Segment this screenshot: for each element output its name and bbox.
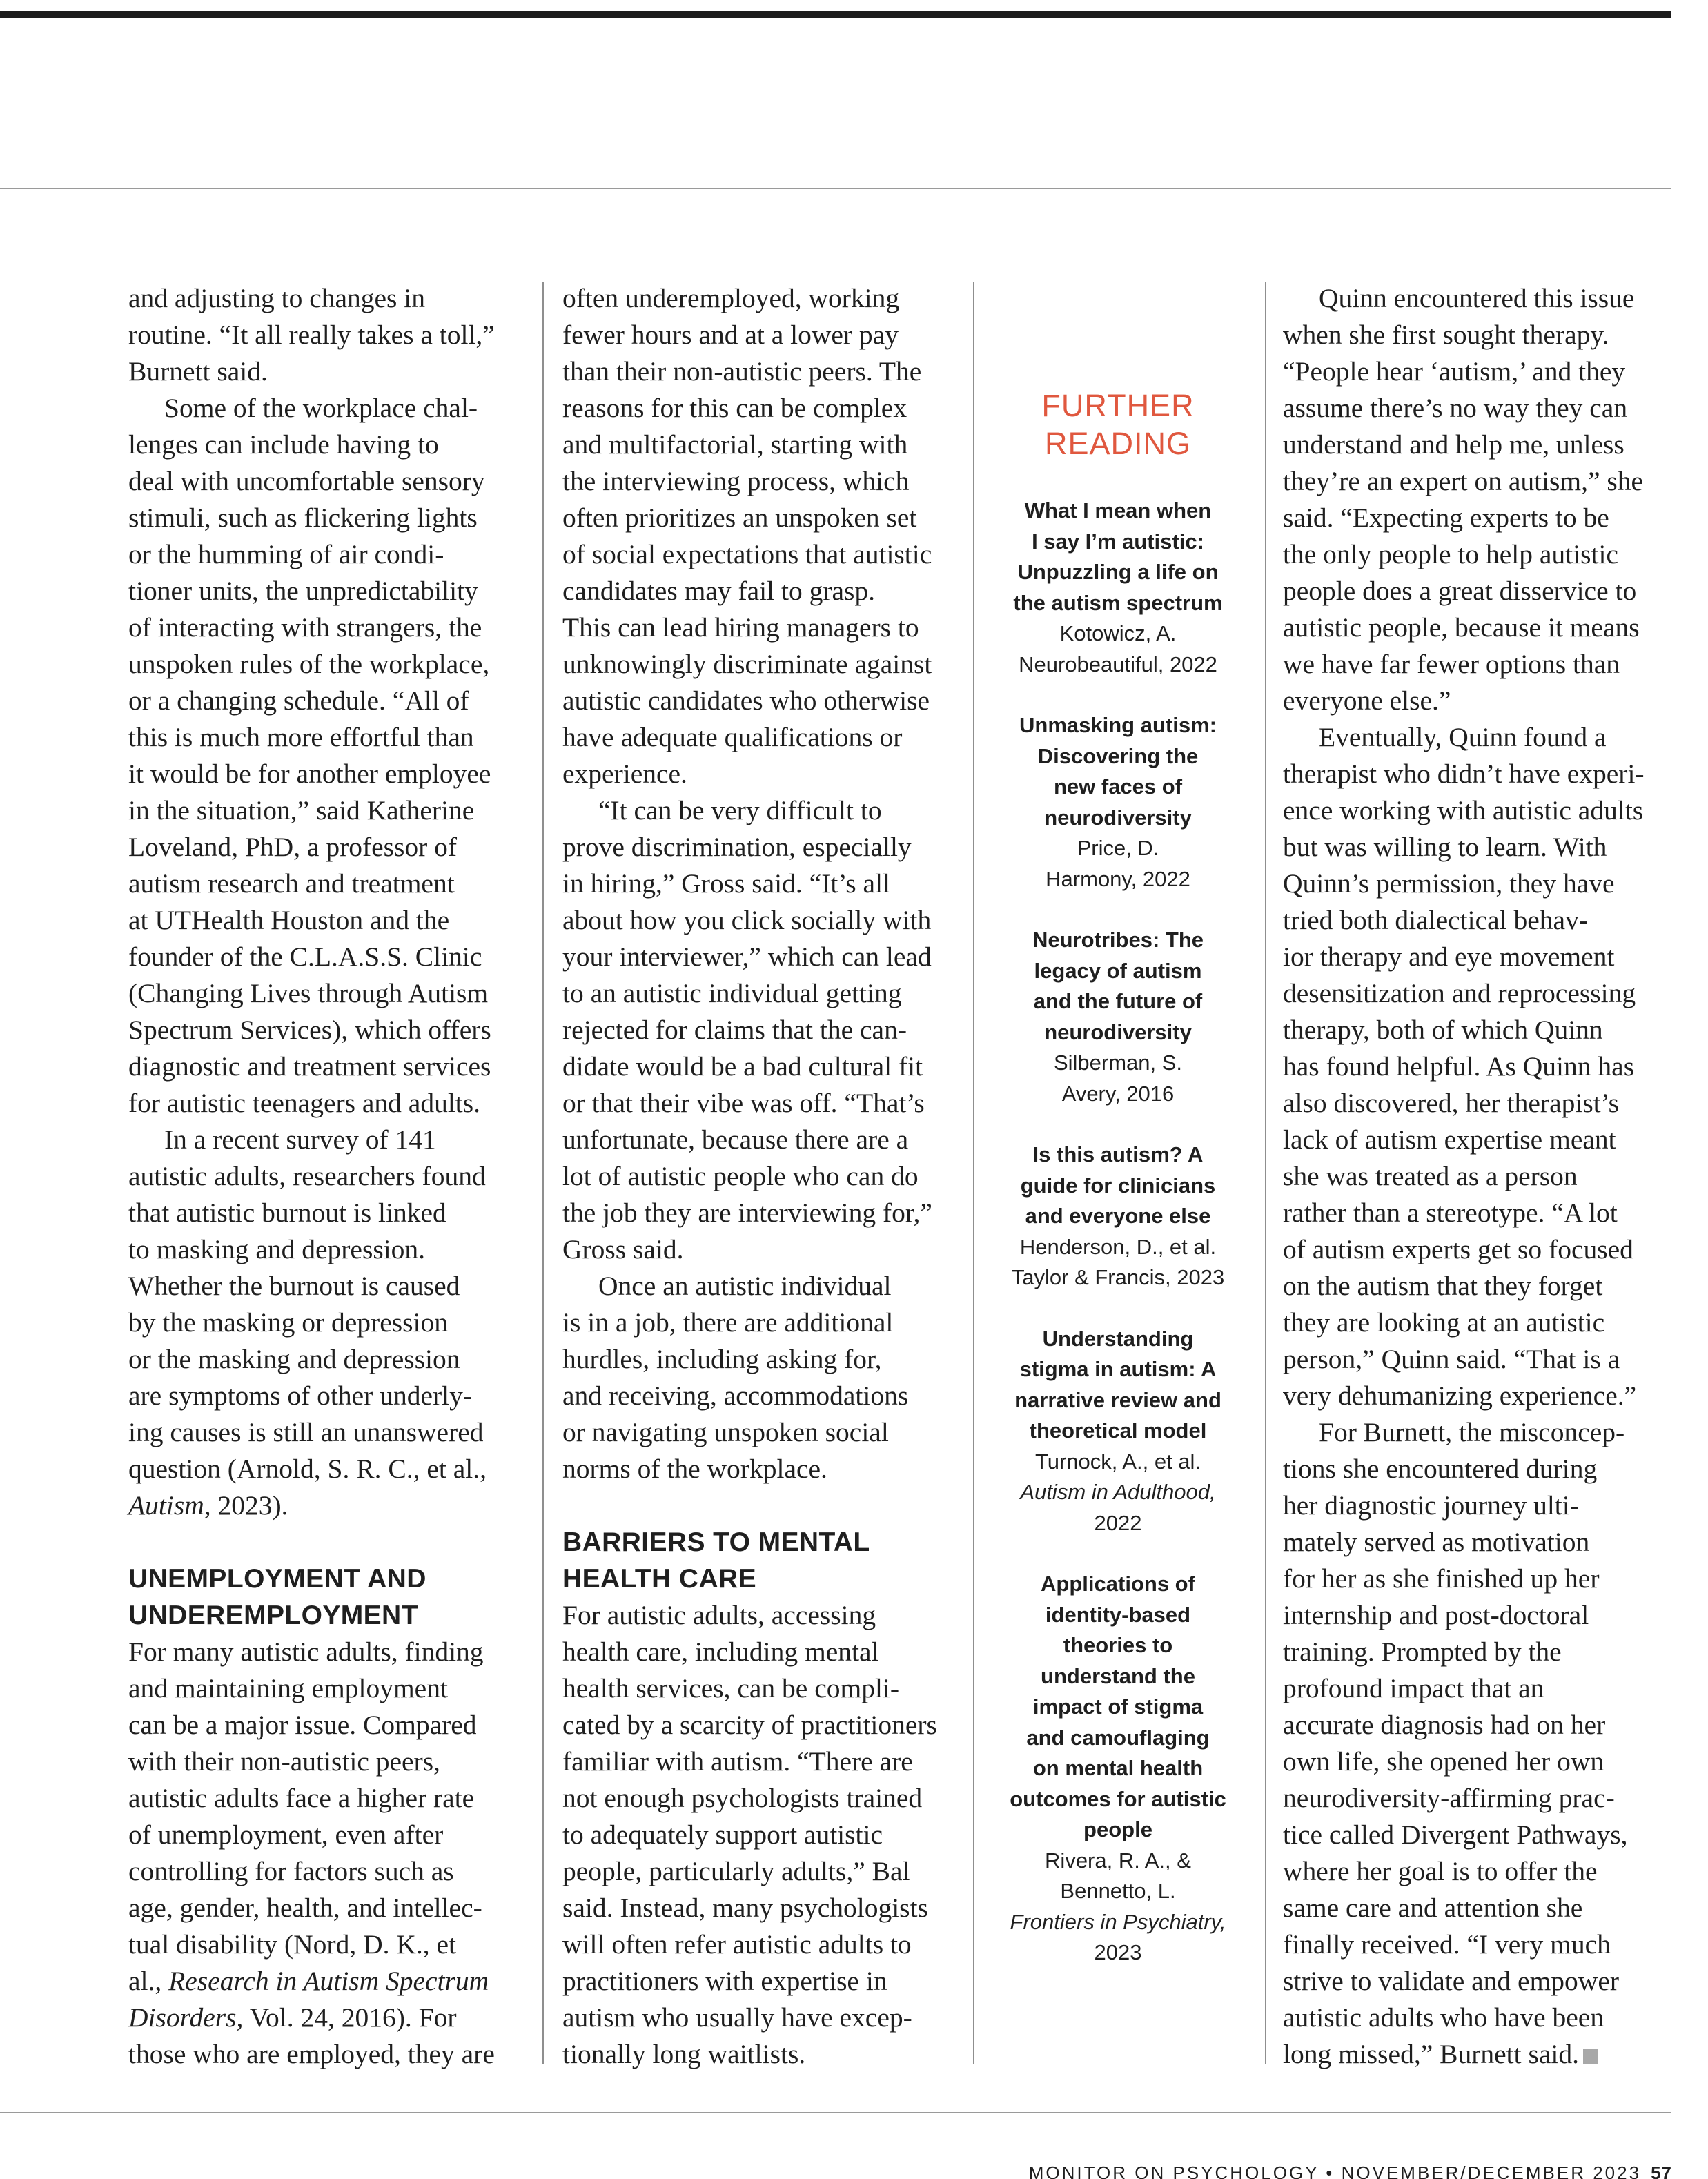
paragraph: Eventually, Quinn found a therapist who didn’t have experi- ence working with autistic adults but was willing to learn. With Quinn’s permission, they have tried both dialectical behav- ior therapy and eye movement desensitization and reprocessing therapy, both of which Quinn has found helpful. As Quinn has also discovered, her therapist’s lack of autism expertise meant she was treated as a person rather than a stereotype. “A lot of autism experts get so focused on the autism that they forget they are looking at an autistic person,” Quinn said. “That is a very dehumanizing experience.” xyxy=(1283,722,1645,1411)
book-entry: What I mean when I say I’m autistic: Unpuzzling a life on the autism spectrum Kotowicz, A. Neurobeautiful, 2022 xyxy=(1013,498,1223,676)
paragraph: In a recent survey of 141 autistic adults, researchers found that autistic burnout is linked to masking and depression. Whether the burnout is caused by the masking or depression or the masking and depression are symptoms of other underly- ing causes is still an unanswered question (Arnold, S. R. C., et al., Autism, 2023). xyxy=(128,1124,487,1521)
publication-line: MONITOR ON PSYCHOLOGY • NOVEMBER/DECEMBER 2023 xyxy=(1028,2162,1642,2179)
paragraph: “It can be very difficult to prove discrimination, especially in hiring,” Gross said. “It’s all about how you click socially with your interviewer,” which can lead to an autistic individual getting rejected for claims that the can- didate would be a bad cultural fit or that their vibe was off. “That’s unfortunate, because there are a lot of autistic people who can do the job they are interviewing for,” Gross said. xyxy=(562,795,932,1264)
book-entry: Understanding stigma in autism: A narrative review and theoretical model Turnock, A., et al. Autism in Adulthood, 2022 xyxy=(1014,1326,1221,1535)
further-reading-title: FURTHER READING xyxy=(1041,388,1195,461)
paragraph: often underemployed, working fewer hours and at a lower pay than their non-autistic peers. The reasons for this can be complex and multifactorial, starting with the interviewing process, which often prioritizes an unspoken set of social expectations that autistic candidates may fail to grasp. This can lead hiring managers to unknowingly discriminate against autistic candidates who otherwise have adequate qualifications or experience. xyxy=(562,283,932,789)
column-divider-1 xyxy=(542,282,544,2064)
section-heading-barriers: BARRIERS TO MENTAL HEALTH CARE xyxy=(562,1527,870,1594)
article-column-2 xyxy=(562,280,970,2073)
book-entry: Applications of identity-based theories to understand the impact of stigma and camouflaging on mental health outcomes for autistic people Rivera, R. A., & Bennetto, L. Frontiers in Psychiatry, 2023 xyxy=(1010,1572,1226,1964)
citation-journal: Research in Autism Spectrum xyxy=(168,1966,489,1996)
citation-journal: Autism, xyxy=(128,1490,211,1521)
further-reading-sidebar xyxy=(973,387,1263,1999)
book-entry: Is this autism? A guide for clinicians and everyone else Henderson, D., et al. Taylor & Francis, 2023 xyxy=(1011,1142,1225,1289)
column-divider-3 xyxy=(1265,282,1266,2064)
top-rule xyxy=(0,11,1671,18)
article-column-1 xyxy=(128,280,529,2073)
book-entry: Neurotribes: The legacy of autism and the future of neurodiversity Silberman, S. Avery, 2016 xyxy=(1032,928,1204,1106)
section-heading-unemployment: UNEMPLOYMENT AND UNDEREMPLOYMENT xyxy=(128,1564,426,1630)
citation-journal: Disorders, xyxy=(128,2002,244,2033)
end-of-article-square-icon xyxy=(1583,2049,1598,2064)
article-column-4 xyxy=(1283,280,1669,2073)
footer-rule xyxy=(0,2112,1671,2113)
paragraph: Once an autistic individual is in a job, there are additional hurdles, including asking for, and receiving, accommodations or navigating unspoken social norms of the workplace. xyxy=(562,1271,909,1484)
header-rule xyxy=(0,188,1671,189)
book-entry: Unmasking autism: Discovering the new faces of neurodiversity Price, D. Harmony, 2022 xyxy=(1019,713,1217,891)
paragraph: Some of the workplace chal- lenges can include having to deal with uncomfortable sensory stimuli, such as flickering lights or the humming of air condi- tioner units, the unpredictability of interacting with strangers, the unspoken rules of the workplace, or a changing schedule. “All of this is much more effortful than it would be for another employee in the situation,” said Katherine Loveland, PhD, a professor of autism research and treatment at UTHealth Houston and the founder of the C.L.A.S.S. Clinic (Changing Lives through Autism Spectrum Services), which offers diagnostic and treatment services for autistic teenagers and adults. xyxy=(128,393,491,1118)
paragraph: For Burnett, the misconcep- tions she encountered during her diagnostic journey ulti- mately served as motivation for her as she finished up her internship and post-doctoral training. Prompted by the profound impact that an accurate diagnosis had on her own life, she opened her own neurodiversity-affirming prac- tice called Divergent Pathways, where her goal is to offer the same care and attention she finally received. “I very much strive to validate and empower autistic adults who have been long missed,” Burnett said. xyxy=(1283,1417,1628,2069)
page-footer xyxy=(1029,2162,1672,2179)
page-number: 57 xyxy=(1651,2162,1672,2179)
paragraph: Quinn encountered this issue when she first sought therapy. “People hear ‘autism,’ and they assume there’s no way they can understand and help me, unless they’re an expert on autism,” she said. “Expecting experts to be the only people to help autistic people does a great disservice to autistic people, because it means we have far fewer options than everyone else.” xyxy=(1283,283,1644,716)
paragraph: and adjusting to changes in routine. “It all really takes a toll,” Burnett said. xyxy=(128,283,495,387)
paragraph: For many autistic adults, finding and maintaining employment can be a major issue. Compared with their non-autistic peers, autistic adults face a higher rate of unemployment, even after controlling for factors such as age, gender, health, and intellec- tual disability (Nord, D. K., et al., Research in Autism Spectrum Disorders, Vol. 24, 2016). For those who are employed, they are xyxy=(128,1636,495,2069)
paragraph: For autistic adults, accessing health care, including mental health services, can be compli- cated by a scarcity of practitioners familiar with autism. “There are not enough psychologists trained to adequately support autistic people, particularly adults,” Bal said. Instead, many psychologists will often refer autistic adults to practitioners with expertise in autism who usually have excep- tionally long waitlists. xyxy=(562,1600,937,2069)
